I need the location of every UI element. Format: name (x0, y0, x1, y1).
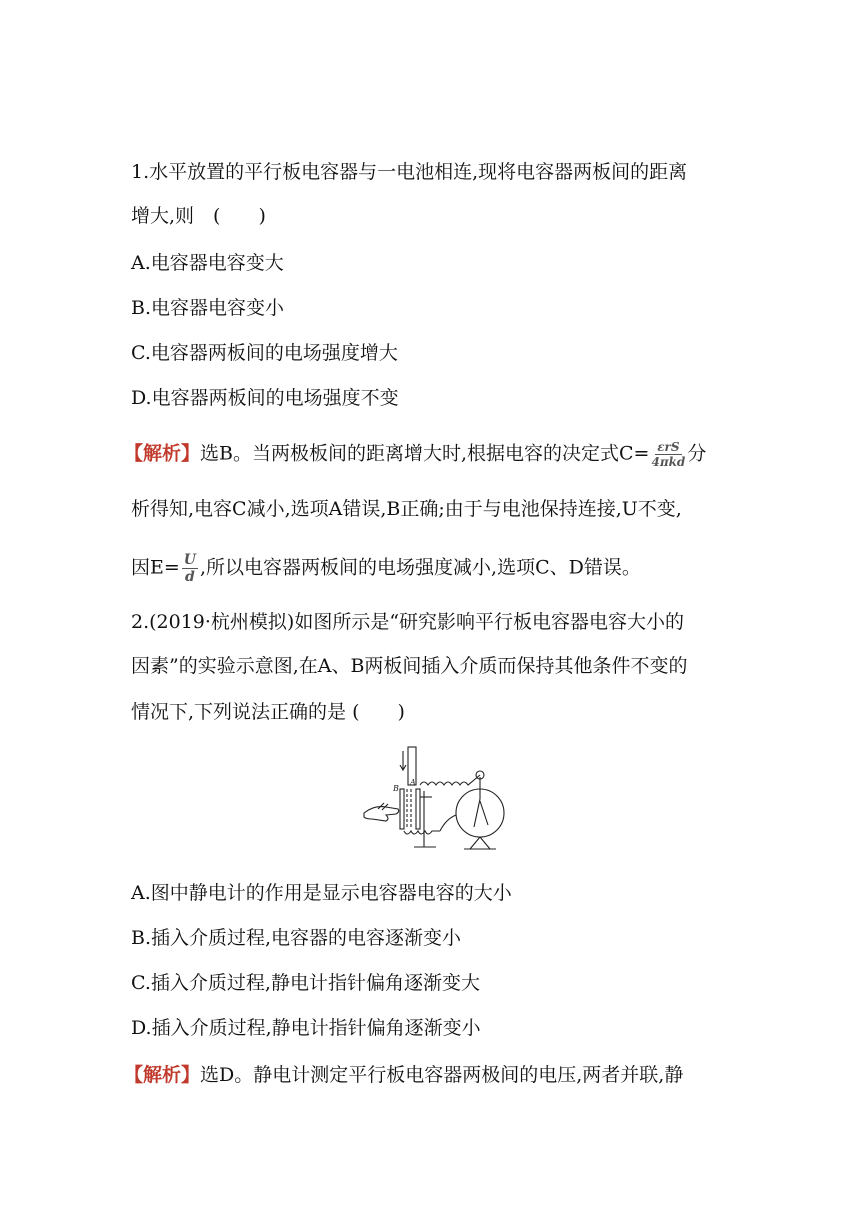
q2-option-a: A.图中静电计的作用是显示电容器电容的大小 (131, 882, 512, 904)
formula-denominator: d (185, 569, 195, 585)
analysis-tag: 【解析】 (124, 1064, 201, 1086)
q2-stem-line1: 2.(2019·杭州模拟)如图所示是“研究影响平行板电容器电容大小的 (131, 611, 685, 633)
q1-option-c: C.电容器两板间的电场强度增大 (131, 342, 398, 364)
experiment-figure (360, 745, 520, 861)
q1-analysis-line2: 析得知,电容C减小,选项A错误,B正确;由于与电池保持连接,U不变, (131, 498, 682, 520)
q1-stem-line1: 1.水平放置的平行板电容器与一电池相连,现将电容器两板间的距离 (131, 161, 688, 183)
field-formula (182, 553, 198, 584)
q1-analysis-line1 (124, 441, 706, 468)
analysis-text: 因E= (131, 556, 180, 579)
plate-a-label: A (410, 778, 416, 787)
q1-option-a: A.电容器电容变大 (131, 252, 284, 274)
analysis-text: 选D。静电计测定平行板电容器两极间的电压,两者并联,静 (200, 1064, 684, 1086)
q1-analysis-line3 (131, 553, 641, 584)
formula-denominator: 4πkd (651, 455, 686, 469)
q2-analysis-line1 (124, 1063, 683, 1087)
analysis-text-tail: ,所以电容器两板间的电场强度减小,选项C、D错误。 (200, 556, 641, 579)
q1-stem-line2: 增大,则 ( ) (131, 205, 266, 227)
q2-option-b: B.插入介质过程,电容器的电容逐渐变小 (131, 927, 462, 949)
analysis-text: 选B。当两极板间的距离增大时,根据电容的决定式C= (200, 442, 650, 465)
q2-stem-line2: 因素”的实验示意图,在A、B两板间插入介质而保持其他条件不变的 (131, 655, 688, 677)
analysis-tag: 【解析】 (124, 442, 201, 465)
capacitance-formula (651, 441, 685, 468)
q2-option-c: C.插入介质过程,静电计指针偏角逐渐变大 (131, 972, 480, 994)
analysis-text-tail: 分 (687, 442, 707, 465)
formula-numerator: U (183, 552, 197, 568)
q2-stem-line3: 情况下,下列说法正确的是 ( ) (131, 701, 405, 723)
plate-b-label: B (393, 784, 399, 793)
q1-option-b: B.电容器电容变小 (131, 297, 285, 319)
formula-numerator: εrS (657, 440, 680, 454)
q1-option-d: D.电容器两板间的电场强度不变 (131, 387, 399, 409)
capacitor-electroscope-diagram (360, 745, 520, 857)
q2-option-d: D.插入介质过程,静电计指针偏角逐渐变小 (131, 1017, 481, 1039)
